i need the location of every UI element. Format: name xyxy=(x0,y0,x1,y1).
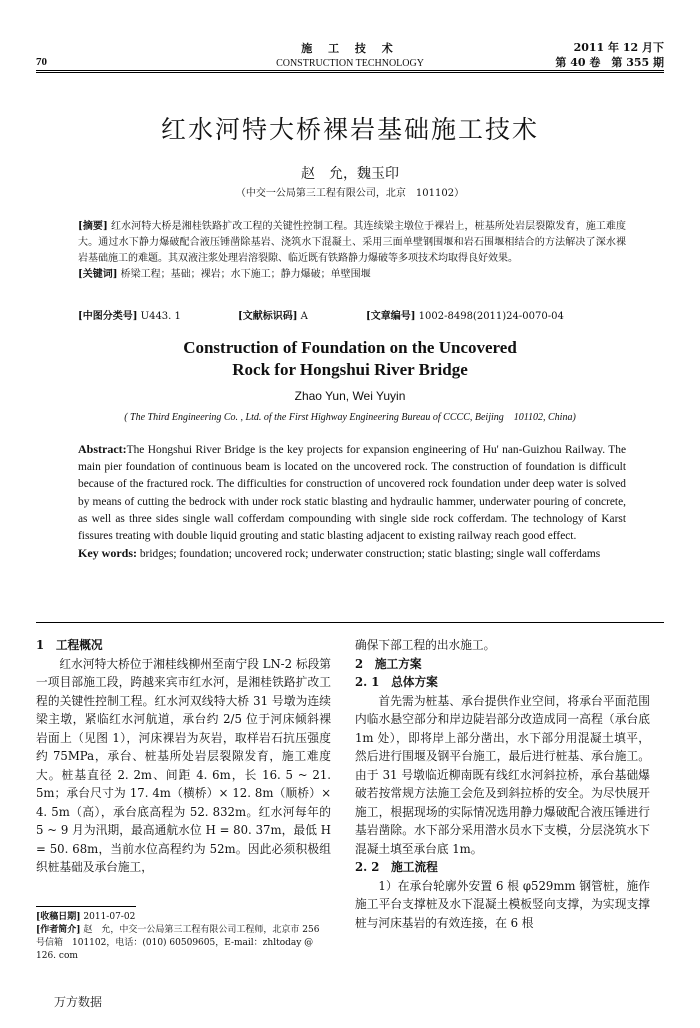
abstract-en xyxy=(78,441,626,563)
keywords-cn xyxy=(78,267,626,283)
affiliation-cn: （中交一公局第三工程有限公司，北京 101102） xyxy=(235,188,465,199)
title-en-line2: Rock for Hongshui River Bridge xyxy=(232,360,468,379)
continued-text: 确保下部工程的出水施工。 xyxy=(355,638,496,652)
journal-name-cn: 施 工 技 术 xyxy=(301,42,399,55)
page-number: 70 xyxy=(36,56,47,68)
abstract-cn-label: [摘要] xyxy=(78,221,108,232)
issue-info xyxy=(555,40,664,70)
keywords-en xyxy=(78,545,626,563)
footnote-rule xyxy=(36,906,136,907)
issue-date: 2011 年 12 月下 xyxy=(573,41,664,54)
abstract-en-label: Abstract: xyxy=(78,442,127,456)
section-2-heading: 2 施工方案 xyxy=(355,656,422,671)
received-date: [收稿日期] 2011-07-02 xyxy=(36,912,136,922)
keywords-cn-text: 桥梁工程；基础；裸岩；水下施工；静力爆破；单壁围堰 xyxy=(120,269,371,280)
abstract-cn-paragraph xyxy=(78,219,626,267)
abstract-cn xyxy=(78,219,626,283)
section-2-2-paragraph: 1）在承台轮廓外安置 6 根 φ529mm 钢管桩，施作施工平台支撑桩及水下混凝土模板竖向支撑，为实现支撑桩与河床基岩的有效连接，在 6 根 xyxy=(355,878,650,930)
body-column-right xyxy=(355,636,650,932)
section-rule xyxy=(36,622,664,623)
clc-code: [中图分类号] U443. 1 xyxy=(78,311,181,322)
header-rule-double xyxy=(36,72,664,73)
authors-en: Zhao Yun, Wei Yuyin xyxy=(294,389,406,403)
author-bio: [作者简介] 赵 允，中交一公局第三工程有限公司工程师，北京市 256 号信箱 101102，电话：(010) 60509605，E-mail：zhltoday @ 126. com xyxy=(36,925,320,961)
keywords-en-text: bridges; foundation; uncovered rock; underwater construction; static blasting; single wall cofferdams xyxy=(139,548,601,561)
journal-name-en: CONSTRUCTION TECHNOLOGY xyxy=(276,58,424,69)
header-rule xyxy=(36,70,664,71)
section-1-heading: 1 工程概况 xyxy=(36,638,103,652)
footnote xyxy=(36,911,331,963)
keywords-cn-label: [关键词] xyxy=(78,269,118,280)
affiliation-en: ( The Third Engineering Co. , Ltd. of the First Highway Engineering Bureau of CCCC, Beijing 101102, China) xyxy=(124,412,576,423)
authors-cn: 赵 允，魏玉印 xyxy=(301,166,399,182)
body-column-left xyxy=(36,636,331,877)
abstract-en-text: The Hongshui River Bridge is the key projects for expansion engineering of Hu' nan-Guizhou Railway. The main pier foundation of continuous beam is located on the uncovered rock. The construction of foundation is difficult because of the fractured rock. The difficulties for construction of uncovered rock foundation under deep water is solved by means of cutting the bedrock with under rock static blasting and hydraulic hammer, underwater pouring of concrete, as well as three sides single wall cofferdam compounding with single side rock cofferdam. The technology of Karst fissures treating with double liquid grouting and static blasting adjacent to existing railway reach good effect. xyxy=(78,444,626,543)
paper-title-en xyxy=(0,337,700,381)
doc-code: [文献标识码] A xyxy=(238,311,308,322)
title-en-line1: Construction of Foundation on the Uncovered xyxy=(183,338,517,357)
paper-title-cn: 红水河特大桥裸岩基础施工技术 xyxy=(160,115,539,144)
section-2-1-heading: 2. 1 总体方案 xyxy=(355,675,438,689)
keywords-en-label: Key words: xyxy=(78,546,137,561)
abstract-cn-text: 红水河特大桥是湘桂铁路扩改工程的关键性控制工程。其连续梁主墩位于裸岩上，桩基所处岩层裂隙发育，施工难度大。通过水下静力爆破配合液压锤凿除基岩、浇筑水下混凝土、采用三面单壁钢围堰和岩石围堰相结合的方法解决了深水裸岩基础施工的难题。其双液注浆处理岩溶裂隙、临近既有铁路静力爆破等多项技术均取得良好效果。 xyxy=(78,221,626,264)
section-2-1-paragraph: 首先需为桩基、承台提供作业空间，将承台平面范围内临水悬空部分和岸边陡岩部分改造成同一高程（承台底 1m 处），即将岸上部分凿出，水下部分用混凝土填平，然后进行围堰及钢平台施工，最后进行桩基、承台施工。由于 31 号墩临近柳南既有线红水河斜拉桥，承台基础爆破若按常规方法施工会危及到斜拉桥的安全。为尽快展开施工，根据现场的实际情况选用静力爆破配合液压锤进行基岩凿除。水下部分采用潜水员水下支模，分层浇筑水下混凝土填至承台底 1m。 xyxy=(355,693,650,856)
article-number: [文章编号] 1002-8498(2011)24-0070-04 xyxy=(366,311,564,322)
abstract-en-paragraph xyxy=(78,441,626,545)
watermark-text: 万方数据 xyxy=(54,995,103,1009)
volume-issue: 第 40 卷 第 355 期 xyxy=(555,56,664,69)
section-2-2-heading: 2. 2 施工流程 xyxy=(355,860,438,874)
section-1-paragraph: 红水河特大桥位于湘桂线柳州至南宁段 LN-2 标段第一项目部施工段，跨越来宾市红水河，是湘桂铁路扩改工程的关键性控制工程。红水河双线特大桥 31 号墩为连续梁主墩，紧临红水河航道，承台约 2/5 位于河床倾斜裸岩面上（见图 1），河床裸岩为灰岩，取样岩石抗压强度约 75MPa，承台、桩基所处岩层裂隙发育，施工难度大。桩基直径 2. 2m、间距 4. 6m，长 16. 5 ~ 21. 5m；承台尺寸为 17. 4m（横桥）× 12. 8m（顺桥）× 4. 5m（高），承台底高程为 52. 832m。红水河每年的 5 ~ 9 月为汛期，最高通航水位 H = 80. 37m，最低 H = 50. 68m，当前水位高程约为 52m。因此必须积极组织桩基础及承台施工， xyxy=(36,656,331,874)
